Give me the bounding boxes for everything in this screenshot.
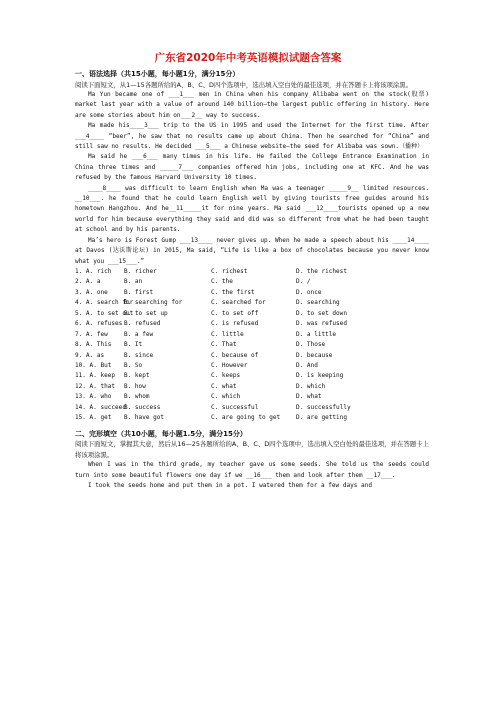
option-choice: B. have got	[124, 414, 165, 422]
option-choice: B. how	[124, 382, 146, 390]
option-choice: D. because	[296, 351, 333, 359]
option-choice: D. is keeping	[296, 372, 344, 380]
option-choice: B. searching for	[124, 299, 183, 307]
option-choice: C. successful	[211, 403, 259, 411]
section-1-directions: 阅读下面短文，从1—15各题所给的A、B、C、D四个选项中，选出填入空白处的最佳选项，并在答题卡上将该项涂黑。	[75, 80, 413, 89]
option-choice: 7. A. few	[75, 330, 108, 338]
option-row	[75, 288, 429, 298]
option-choice: 8. A. This	[75, 341, 112, 349]
option-row	[75, 309, 429, 319]
option-choice: B. a few	[124, 330, 154, 338]
option-choice: C. to set off	[211, 309, 259, 317]
option-choice: D. And	[296, 361, 318, 369]
passage-paragraph: Ma said he ___6___ many times in his life. He failed the College Entrance Examination in China three times and _____7___ companies offered him jobs, including one at KFC. And he was refused by the famous Harvard University 10 times.	[75, 153, 429, 182]
option-choice: C. the	[211, 278, 233, 286]
option-choice: C. However	[211, 361, 248, 369]
section-2-directions: 阅读下面短文，掌握其大意，然后从16—25各题所给的A、B、C、D四个选项中，选出填入空白处的最佳选项，并在答题卡上将该项涂黑。	[75, 440, 429, 459]
option-choice: C. searched for	[211, 299, 266, 307]
option-choice: C. what	[211, 382, 237, 390]
section-1-heading: 一、语法选择（共15小题，每小题1分，满分15分）	[75, 70, 240, 78]
option-choice: 1. A. rich	[75, 267, 112, 275]
option-choice: 13. A. who	[75, 393, 112, 401]
option-choice: D. Those	[296, 341, 326, 349]
passage-paragraph: Ma made his____3___ trip to the US in 1995 and used the Internet for the first time. After ___4____ “beer”, he saw that no results came up about China. Then he searched for “China” and still saw no results. He decided ___5___ a Chinese website—the seed for Alibaba was sown.（播种）	[75, 122, 429, 151]
option-choice: D. the richest	[296, 267, 347, 275]
option-choice: D. searching	[296, 299, 340, 307]
option-choice: D. once	[296, 288, 322, 296]
option-choice: B. success	[124, 403, 161, 411]
option-row	[75, 392, 429, 402]
option-choice: B. So	[124, 361, 143, 369]
option-choice: D. are getting	[296, 414, 347, 422]
option-choice: C. which	[211, 393, 241, 401]
option-row	[75, 340, 429, 350]
option-choice: C. keeps	[211, 372, 241, 380]
option-choice: B. first	[124, 288, 154, 296]
section-2-heading: 二、完形填空（共10小题，每小题1.5分，满分15分）	[75, 429, 247, 438]
document-title: 广东省2020年中考英语模拟试题含答案	[154, 52, 342, 64]
option-row	[75, 371, 429, 381]
option-row	[75, 351, 429, 361]
option-choice: D. to set down	[296, 309, 347, 317]
option-choice: B. richer	[124, 267, 157, 275]
option-row	[75, 403, 429, 413]
option-choice: B. whom	[124, 393, 150, 401]
option-choice: C. are going to get	[211, 414, 281, 422]
option-choice: 11. A. keep	[75, 372, 116, 380]
option-row	[75, 382, 429, 392]
option-row	[75, 330, 429, 340]
option-choice: B. It	[124, 341, 143, 349]
option-choice: 3. A. one	[75, 288, 108, 296]
passage-paragraph: When I was in the third grade, my teacher gave us some seeds. She told us the seeds could turn into some beautiful flowers one day if we __16___ them and look after them __17___.	[75, 461, 429, 479]
option-choice: 5. A. to set out	[75, 309, 134, 317]
option-row	[75, 267, 429, 277]
option-choice: 12. A. that	[75, 382, 116, 390]
option-choice: B. kept	[124, 372, 150, 380]
passage-paragraph: Ma Yun became one of ___1___ men in China when his company Alibaba went on the stock(股票) market last year with a value of around 140 billion—the largest public offering in history. Here are some stories about him on___2__ way to success.	[75, 91, 429, 119]
option-choice: B. to set up	[124, 309, 168, 317]
option-choice: 2. A. a	[75, 278, 101, 286]
option-choice: C. richest	[211, 267, 248, 275]
option-choice: 14. A. succeed	[75, 403, 126, 411]
option-choice: C. little	[211, 330, 244, 338]
option-choice: D. successfully	[296, 403, 351, 411]
passage-paragraph: I took the seeds home and put them in a pot. I watered them for a few days and	[88, 482, 372, 490]
passage-paragraph: Ma’s hero is Forest Gump ___13____ never gives up. When he made a speech about his ____14____ at Davos (达沃斯论坛) in 2015, Ma said, “Life is like a box of chocolates because you never know what you ___15___.”	[75, 236, 429, 265]
option-choice: B. refused	[124, 320, 161, 328]
option-choice: 10. A. But	[75, 361, 112, 369]
option-choice: 4. A. search for	[75, 299, 134, 307]
option-choice: 9. A. as	[75, 351, 105, 359]
passage-paragraph: ____8____ was difficult to learn English when Ma was a teenager _____9__ limited resources. __10___. he found that he could learn English well by giving tourists free guides around his hometown Hangzhou. And he__11_____it for nine years. Ma said ___12____tourists opened up a new world for him because everything they said and did was so different from what he had been taught at school and by his parents.	[75, 184, 429, 234]
option-choice: 15. A. get	[75, 414, 112, 422]
option-choice: B. since	[124, 351, 154, 359]
option-row	[75, 298, 429, 308]
option-choice: D. /	[296, 278, 311, 286]
option-choice: D. was refused	[296, 320, 347, 328]
option-row	[75, 319, 429, 329]
option-row	[75, 277, 429, 287]
option-choice: D. a little	[296, 330, 337, 338]
option-choice: D. which	[296, 382, 326, 390]
answer-options-list	[75, 267, 429, 424]
option-choice: C. is refused	[211, 320, 259, 328]
option-choice: 6. A. refuses	[75, 320, 123, 328]
option-row	[75, 361, 429, 371]
option-choice: C. because of	[211, 351, 259, 359]
option-choice: D. what	[296, 393, 322, 401]
document-body	[75, 69, 429, 491]
option-row	[75, 413, 429, 423]
option-choice: B. an	[124, 278, 143, 286]
option-choice: C. That	[211, 341, 237, 349]
option-choice: C. the first	[211, 288, 255, 296]
